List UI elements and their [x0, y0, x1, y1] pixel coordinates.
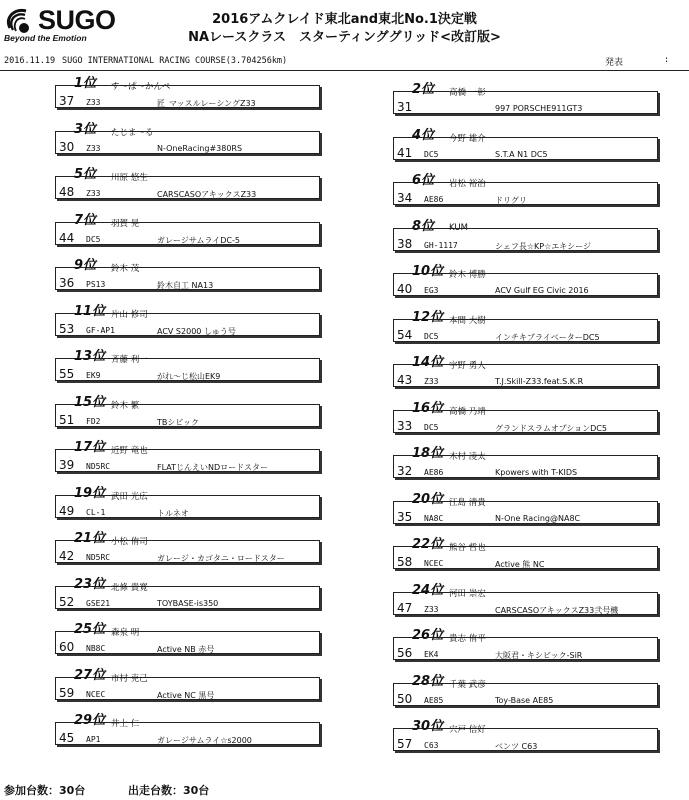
driver-name: 小松 侑司 — [111, 537, 148, 547]
grid-position: 20位 — [412, 491, 444, 507]
grid-position: 1位 — [74, 76, 97, 91]
grid-position: 2位 — [412, 82, 435, 97]
car-name: グランドスラムオプションDC5 — [495, 423, 607, 433]
driver-name: 鈴木 繁 — [111, 400, 140, 411]
car-name: Active NC 黒号 — [157, 690, 215, 700]
grid-entry — [393, 629, 660, 659]
grid-position: 24位 — [412, 582, 444, 598]
car-number: 42 — [59, 549, 75, 563]
car-model: PS13 — [86, 280, 106, 289]
car-number: 52 — [59, 594, 75, 609]
driver-name: 高橋 乃靖 — [449, 406, 486, 417]
car-name: 997 PORSCHE911GT3 — [495, 104, 583, 113]
car-number: 48 — [59, 185, 75, 199]
car-model: NA8C — [424, 513, 444, 523]
driver-name: 市村 克己 — [111, 673, 148, 684]
published-colon: : — [664, 55, 670, 65]
grid-entry — [55, 168, 322, 198]
car-number: 31 — [397, 100, 413, 114]
car-name: ベンツ C63 — [495, 742, 538, 751]
driver-name: 北條 貴寛 — [111, 582, 148, 593]
car-name: 鈴木自工 NA13 — [157, 281, 214, 290]
car-model: Z33 — [86, 189, 101, 198]
car-number: 58 — [397, 555, 413, 569]
grid-entry — [393, 720, 660, 750]
grid-entry — [55, 350, 322, 380]
car-number: 41 — [397, 145, 413, 160]
grid-position: 17位 — [74, 440, 106, 455]
grid-entry — [393, 356, 660, 386]
grid-position: 9位 — [74, 258, 97, 273]
event-date: 2016.11.19 — [4, 56, 56, 66]
grid-position: 30位 — [412, 719, 444, 734]
published-label: 発表 — [605, 58, 624, 68]
driver-name: 鈴木 博勝 — [449, 270, 486, 280]
driver-name: 岩松 裕治 — [449, 179, 486, 189]
car-model: GF-AP1 — [86, 325, 115, 335]
grid-position: 3位 — [74, 121, 97, 137]
car-number: 39 — [59, 458, 75, 472]
car-number: 33 — [397, 418, 413, 433]
driver-name: す～ぱ～かんぺ — [111, 82, 171, 92]
grid-position: 11位 — [74, 303, 106, 319]
grid-position: 4位 — [412, 127, 435, 143]
car-model: DC5 — [424, 422, 439, 432]
car-model: GH-1117 — [424, 240, 458, 250]
car-name: ACV S2000 しゅう号 — [157, 326, 236, 336]
car-name: N-One Racing@NA8C — [495, 513, 581, 523]
grid-position: 21位 — [74, 531, 106, 546]
grid-position: 18位 — [412, 446, 444, 461]
car-model: AP1 — [86, 735, 101, 744]
grid-position: 13位 — [74, 349, 106, 364]
driver-name: 片山 修司 — [111, 309, 148, 320]
grid-position: 29位 — [74, 713, 106, 728]
driver-name: 武田 光広 — [111, 491, 148, 502]
car-model: CL-1 — [86, 507, 106, 517]
grid-entry — [393, 584, 660, 614]
car-name: 匠_マッスルレーシングZ33 — [157, 99, 256, 108]
car-name: Toy-Base AE85 — [495, 695, 554, 705]
grid-position: 23位 — [74, 576, 106, 592]
car-model: EK9 — [86, 371, 101, 380]
grid-position: 16位 — [412, 400, 444, 416]
grid-entry — [55, 214, 322, 244]
car-name: FLATじんえいNDロードスター — [157, 463, 269, 472]
driver-name: 森泉 明 — [111, 628, 140, 638]
car-name: Kpowers with T-KIDS — [495, 468, 578, 477]
grid-entry — [55, 396, 322, 426]
car-name: 大阪君・キシビック-SiR — [495, 651, 583, 660]
car-number: 53 — [59, 321, 75, 336]
car-name: TOYBASE-is350 — [157, 598, 219, 608]
car-name: Active 熊 NC — [495, 560, 545, 569]
car-model: C63 — [424, 741, 439, 750]
driver-name: 江島 清貴 — [449, 497, 486, 508]
car-model: Z33 — [424, 377, 439, 386]
car-number: 43 — [397, 373, 413, 387]
car-number: 40 — [397, 282, 413, 296]
grid-entry — [393, 538, 660, 568]
car-name: ガレージサムライ☆s2000 — [157, 736, 252, 745]
grid-entry — [393, 174, 660, 204]
car-name: ガレージサムライDC-5 — [157, 235, 240, 245]
car-number: 49 — [59, 503, 75, 518]
car-model: EK4 — [424, 650, 439, 659]
car-name: ACV Gulf EG Civic 2016 — [495, 286, 589, 295]
logo-tagline: Beyond the Emotion — [4, 33, 87, 43]
grid-position: 14位 — [412, 355, 444, 370]
driver-name: 鈴木 茂 — [111, 264, 140, 274]
driver-name: 羽賀 晃 — [111, 218, 140, 229]
car-model: Z33 — [424, 604, 439, 614]
grid-entry — [393, 447, 660, 477]
car-model: DC5 — [86, 234, 101, 244]
grid-entry — [55, 714, 322, 744]
car-name: N-OneRacing#380RS — [157, 143, 243, 153]
car-number: 34 — [397, 191, 413, 205]
car-name: CARSCASOアキックスZ33 — [157, 190, 257, 199]
car-model: NB8C — [86, 644, 106, 653]
grid-position: 28位 — [412, 673, 444, 689]
entry-count: 参加台数：30台 — [4, 784, 86, 797]
car-number: 45 — [59, 731, 75, 745]
car-name: Active NB 赤号 — [157, 645, 215, 654]
driver-name: 木村 凌太 — [449, 452, 486, 462]
car-number: 37 — [59, 94, 75, 108]
grid-position: 7位 — [74, 212, 97, 228]
car-number: 60 — [59, 640, 75, 654]
driver-name: 今野 雄介 — [449, 133, 486, 144]
grid-position: 5位 — [74, 167, 97, 182]
grid-entry — [55, 305, 322, 335]
grid-position: 8位 — [412, 218, 435, 234]
grid-entry — [393, 129, 660, 159]
car-name: インチキプライベーターDC5 — [495, 332, 600, 342]
grid-entry — [393, 493, 660, 523]
grid-entry — [393, 83, 660, 113]
car-model: FD2 — [86, 416, 101, 426]
driver-name: 高橋 一彰 — [449, 88, 486, 98]
driver-name: たじま～る — [111, 127, 154, 138]
driver-name: 井上 仁 — [111, 719, 140, 729]
car-name: CARSCASOアキックスZ33弐号機 — [495, 605, 619, 615]
car-model: DC5 — [424, 149, 439, 159]
car-model: EG3 — [424, 286, 439, 295]
car-model: ND5RC — [86, 462, 111, 471]
car-number: 32 — [397, 464, 413, 478]
grid-entry — [55, 441, 322, 471]
header-divider — [0, 70, 689, 71]
grid-entry — [393, 220, 660, 250]
grid-position: 12位 — [412, 309, 444, 325]
grid-position: 19位 — [74, 485, 106, 501]
grid-position: 26位 — [412, 628, 444, 643]
car-model: NCEC — [424, 559, 444, 568]
driver-name: 千葉 武彦 — [449, 679, 486, 690]
car-name: ガレージ・カゴタニ・ロードスター — [157, 554, 285, 563]
car-model: Z33 — [86, 98, 101, 107]
car-model: GSE21 — [86, 598, 111, 608]
grid-entry — [55, 77, 322, 107]
grid-entry — [55, 623, 322, 653]
car-name: S.T.A N1 DC5 — [495, 149, 548, 159]
grid-position: 25位 — [74, 622, 106, 637]
car-number: 51 — [59, 412, 75, 427]
car-number: 38 — [397, 236, 413, 251]
car-model: Z33 — [86, 143, 101, 153]
car-number: 59 — [59, 685, 75, 700]
car-name: トルネオ — [157, 508, 189, 518]
grid-position: 6位 — [412, 173, 435, 188]
car-number: 50 — [397, 691, 413, 706]
grid-position: 15位 — [74, 394, 106, 410]
event-title: 2016アムクレイド東北and東北No.1決定戦 — [212, 12, 477, 27]
driver-name: 本間 大樹 — [449, 315, 486, 326]
driver-name: 宍戸 信好 — [449, 725, 486, 735]
car-model: AE85 — [424, 695, 444, 705]
car-number: 35 — [397, 509, 413, 524]
grid-position: 27位 — [74, 667, 106, 683]
logo-text: SUGO — [38, 5, 116, 35]
car-number: 55 — [59, 367, 75, 381]
car-name: T.J.Skill-Z33.feat.S.K.R — [495, 377, 584, 386]
car-number: 30 — [59, 139, 75, 154]
starter-count: 出走台数：30台 — [128, 784, 210, 797]
driver-name: 貴志 侑平 — [449, 634, 486, 644]
grid-entry — [393, 402, 660, 432]
car-number: 47 — [397, 600, 413, 615]
grid-entry — [55, 259, 322, 289]
grid-entry — [393, 265, 660, 295]
driver-name: 熊谷 哲也 — [449, 543, 486, 553]
info-row — [4, 56, 682, 69]
car-number: 36 — [59, 276, 75, 290]
car-model: NCEC — [86, 689, 106, 699]
car-name: シェフ長☆KP☆エキシージ — [495, 241, 592, 251]
driver-name: 宇野 勇人 — [449, 361, 486, 371]
driver-name: 斉藤 利一 — [111, 355, 148, 365]
grid-entry — [55, 532, 322, 562]
car-model: AE86 — [424, 195, 444, 204]
car-model: DC5 — [424, 331, 439, 341]
driver-name: 近野 竜也 — [111, 446, 148, 456]
car-number: 56 — [397, 646, 413, 660]
driver-name: KUM — [449, 222, 468, 233]
grid-entry — [55, 669, 322, 699]
car-name: がれ～じ松山EK9 — [157, 372, 221, 381]
car-name: ドリグリ — [495, 196, 527, 205]
car-model: ND5RC — [86, 553, 111, 562]
car-number: 54 — [397, 327, 413, 342]
driver-name: 河田 崇宏 — [449, 588, 486, 599]
class-title: NAレースクラス スターティンググリッド<改訂版> — [188, 30, 501, 45]
venue: SUGO INTERNATIONAL RACING COURSE(3.704256km) — [62, 56, 288, 66]
grid-position: 10位 — [412, 264, 444, 279]
grid-entry — [393, 675, 660, 705]
grid-entry — [393, 311, 660, 341]
grid-position: 22位 — [412, 537, 444, 552]
car-model: AE86 — [424, 468, 444, 477]
driver-name: 川原 悠生 — [111, 173, 148, 183]
grid-entry — [55, 487, 322, 517]
car-name: TBシビック — [157, 417, 200, 427]
car-number: 44 — [59, 230, 75, 245]
grid-entry — [55, 578, 322, 608]
grid-entry — [55, 123, 322, 153]
car-number: 57 — [397, 737, 413, 751]
